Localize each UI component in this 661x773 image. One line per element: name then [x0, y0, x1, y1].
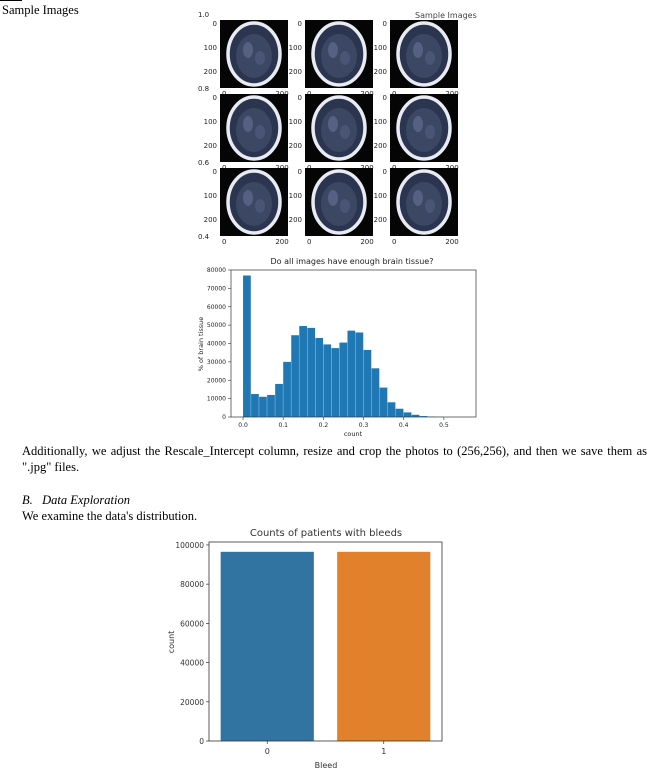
row-tick-label: 200 [203, 68, 217, 76]
bleed-ytick-label: 100000 [175, 540, 204, 550]
histogram-xtick-label: 0.2 [318, 422, 329, 429]
histogram-ytick-label: 80000 [206, 267, 226, 274]
section-heading-data-exploration: B. Data Exploration [22, 493, 130, 507]
histogram-xtick-label: 0.5 [439, 422, 449, 429]
row-tick-label: 0 [297, 20, 302, 28]
brain-region [406, 108, 442, 152]
histogram-bar [259, 397, 267, 417]
histogram-bar [396, 409, 404, 417]
histogram-xtick-label: 0.4 [398, 422, 409, 429]
sample-image-grid [180, 8, 480, 246]
row-tick-label: 200 [373, 142, 387, 150]
row-tick-label: 100 [288, 192, 302, 200]
bleed-bar [221, 552, 314, 741]
histogram-bar [307, 328, 315, 417]
bleed-chart-ylabel: count [167, 630, 176, 654]
histogram-bar [291, 335, 299, 417]
col-tick-label: 0 [307, 238, 312, 246]
bleed-ytick-label: 20000 [180, 697, 204, 707]
row-tick-label: 100 [288, 118, 302, 126]
brain-detail [243, 116, 253, 132]
brain-detail [328, 116, 338, 132]
brain-detail [425, 199, 435, 213]
brain-detail [413, 42, 423, 58]
brain-region [321, 34, 357, 78]
brain-detail [413, 190, 423, 206]
histogram-bar [356, 332, 364, 417]
histogram-bar [283, 362, 291, 417]
histogram-xlabel: count [343, 430, 363, 438]
row-tick-label: 100 [203, 44, 217, 52]
brain-region [236, 108, 272, 152]
histogram-xtick-label: 0.0 [238, 422, 248, 429]
row-tick-label: 100 [203, 192, 217, 200]
histogram-bar [251, 394, 259, 417]
histogram-bar [347, 331, 355, 417]
row-tick-label: 200 [203, 216, 217, 224]
left-axis-tick: 0.4 [198, 233, 210, 241]
brain-region [321, 182, 357, 226]
col-tick-label: 200 [360, 238, 374, 246]
col-tick-label: 200 [275, 238, 289, 246]
brain-tissue-histogram [190, 248, 490, 443]
bleed-ytick-label: 60000 [180, 619, 204, 629]
col-tick-label: 0 [222, 238, 227, 246]
brain-detail [425, 125, 435, 139]
brain-detail [328, 42, 338, 58]
left-axis-tick: 0.6 [198, 159, 210, 167]
histogram-xtick-label: 0.3 [358, 422, 369, 429]
col-tick-label: 0 [392, 238, 397, 246]
row-tick-label: 0 [382, 168, 387, 176]
row-tick-label: 200 [373, 68, 387, 76]
row-tick-label: 200 [203, 142, 217, 150]
row-tick-label: 0 [382, 94, 387, 102]
brain-detail [340, 51, 350, 65]
brain-region [406, 34, 442, 78]
brain-detail [413, 116, 423, 132]
grid-overlay-title: Sample Images [415, 11, 477, 20]
row-tick-label: 0 [297, 94, 302, 102]
row-tick-label: 100 [288, 44, 302, 52]
brain-region [236, 182, 272, 226]
brain-region [321, 108, 357, 152]
brain-detail [255, 125, 265, 139]
row-tick-label: 100 [373, 118, 387, 126]
histogram-bar [404, 412, 412, 417]
histogram-bar [372, 368, 380, 417]
row-tick-label: 0 [382, 20, 387, 28]
histogram-ytick-label: 20000 [206, 377, 226, 385]
row-tick-label: 100 [373, 192, 387, 200]
bleed-chart-xlabel: Bleed [314, 761, 338, 770]
row-tick-label: 200 [288, 68, 302, 76]
paragraph-data-distribution: We examine the data's distribution. [22, 509, 198, 523]
sample-images-caption: Sample Images [2, 3, 79, 17]
brain-detail [255, 199, 265, 213]
histogram-ytick-label: 30000 [206, 358, 226, 366]
histogram-xtick-label: 0.1 [278, 422, 288, 429]
histogram-title: Do all images have enough brain tissue? [270, 257, 434, 266]
brain-region [406, 182, 442, 226]
row-tick-label: 0 [212, 94, 217, 102]
paragraph-preprocessing: Additionally, we adjust the Rescale_Intercept column, resize and crop the photos to (256,256), and then we save them as ".jpg" files. [22, 444, 647, 474]
bleed-ytick-label: 0 [199, 737, 204, 746]
row-tick-label: 0 [297, 168, 302, 176]
top-rule [0, 0, 22, 1]
row-tick-label: 200 [288, 142, 302, 150]
brain-detail [255, 51, 265, 65]
bleed-ytick-label: 40000 [180, 658, 204, 668]
row-tick-label: 0 [212, 168, 217, 176]
histogram-bar [315, 338, 323, 417]
histogram-bar [388, 402, 396, 417]
brain-detail [340, 125, 350, 139]
row-tick-label: 100 [373, 44, 387, 52]
histogram-ytick-label: 0 [222, 414, 226, 421]
left-axis-tick: 1.0 [198, 11, 210, 19]
row-tick-label: 0 [212, 20, 217, 28]
left-axis-tick: 0.8 [198, 85, 210, 93]
row-tick-label: 100 [203, 118, 217, 126]
bleed-xtick-label: 0 [264, 747, 270, 756]
brain-detail [243, 190, 253, 206]
histogram-ytick-label: 10000 [206, 395, 226, 403]
brain-detail [425, 51, 435, 65]
brain-detail [328, 190, 338, 206]
bleed-xtick-label: 1 [381, 747, 387, 756]
brain-region [236, 34, 272, 78]
histogram-bar [323, 344, 331, 417]
histogram-ytick-label: 70000 [206, 285, 226, 293]
histogram-bar [275, 384, 283, 417]
histogram-bar [331, 348, 339, 417]
bleed-ytick-label: 80000 [180, 580, 204, 590]
histogram-bar [339, 343, 347, 417]
brain-detail [243, 42, 253, 58]
histogram-bar [299, 326, 307, 417]
histogram-bar [267, 395, 275, 417]
histogram-bar [243, 276, 251, 417]
bleed-chart-title: Counts of patients with bleeds [249, 528, 403, 539]
row-tick-label: 200 [373, 216, 387, 224]
brain-detail [340, 199, 350, 213]
histogram-ytick-label: 50000 [206, 322, 226, 330]
bleed-bar [337, 552, 430, 741]
histogram-bar [380, 388, 388, 417]
row-tick-label: 200 [288, 216, 302, 224]
histogram-ytick-label: 60000 [206, 303, 226, 311]
histogram-ytick-label: 40000 [206, 340, 226, 348]
col-tick-label: 200 [445, 238, 459, 246]
histogram-ylabel: % of brain tissue [197, 316, 205, 372]
histogram-bar [364, 350, 372, 417]
bleed-counts-chart [160, 520, 460, 773]
